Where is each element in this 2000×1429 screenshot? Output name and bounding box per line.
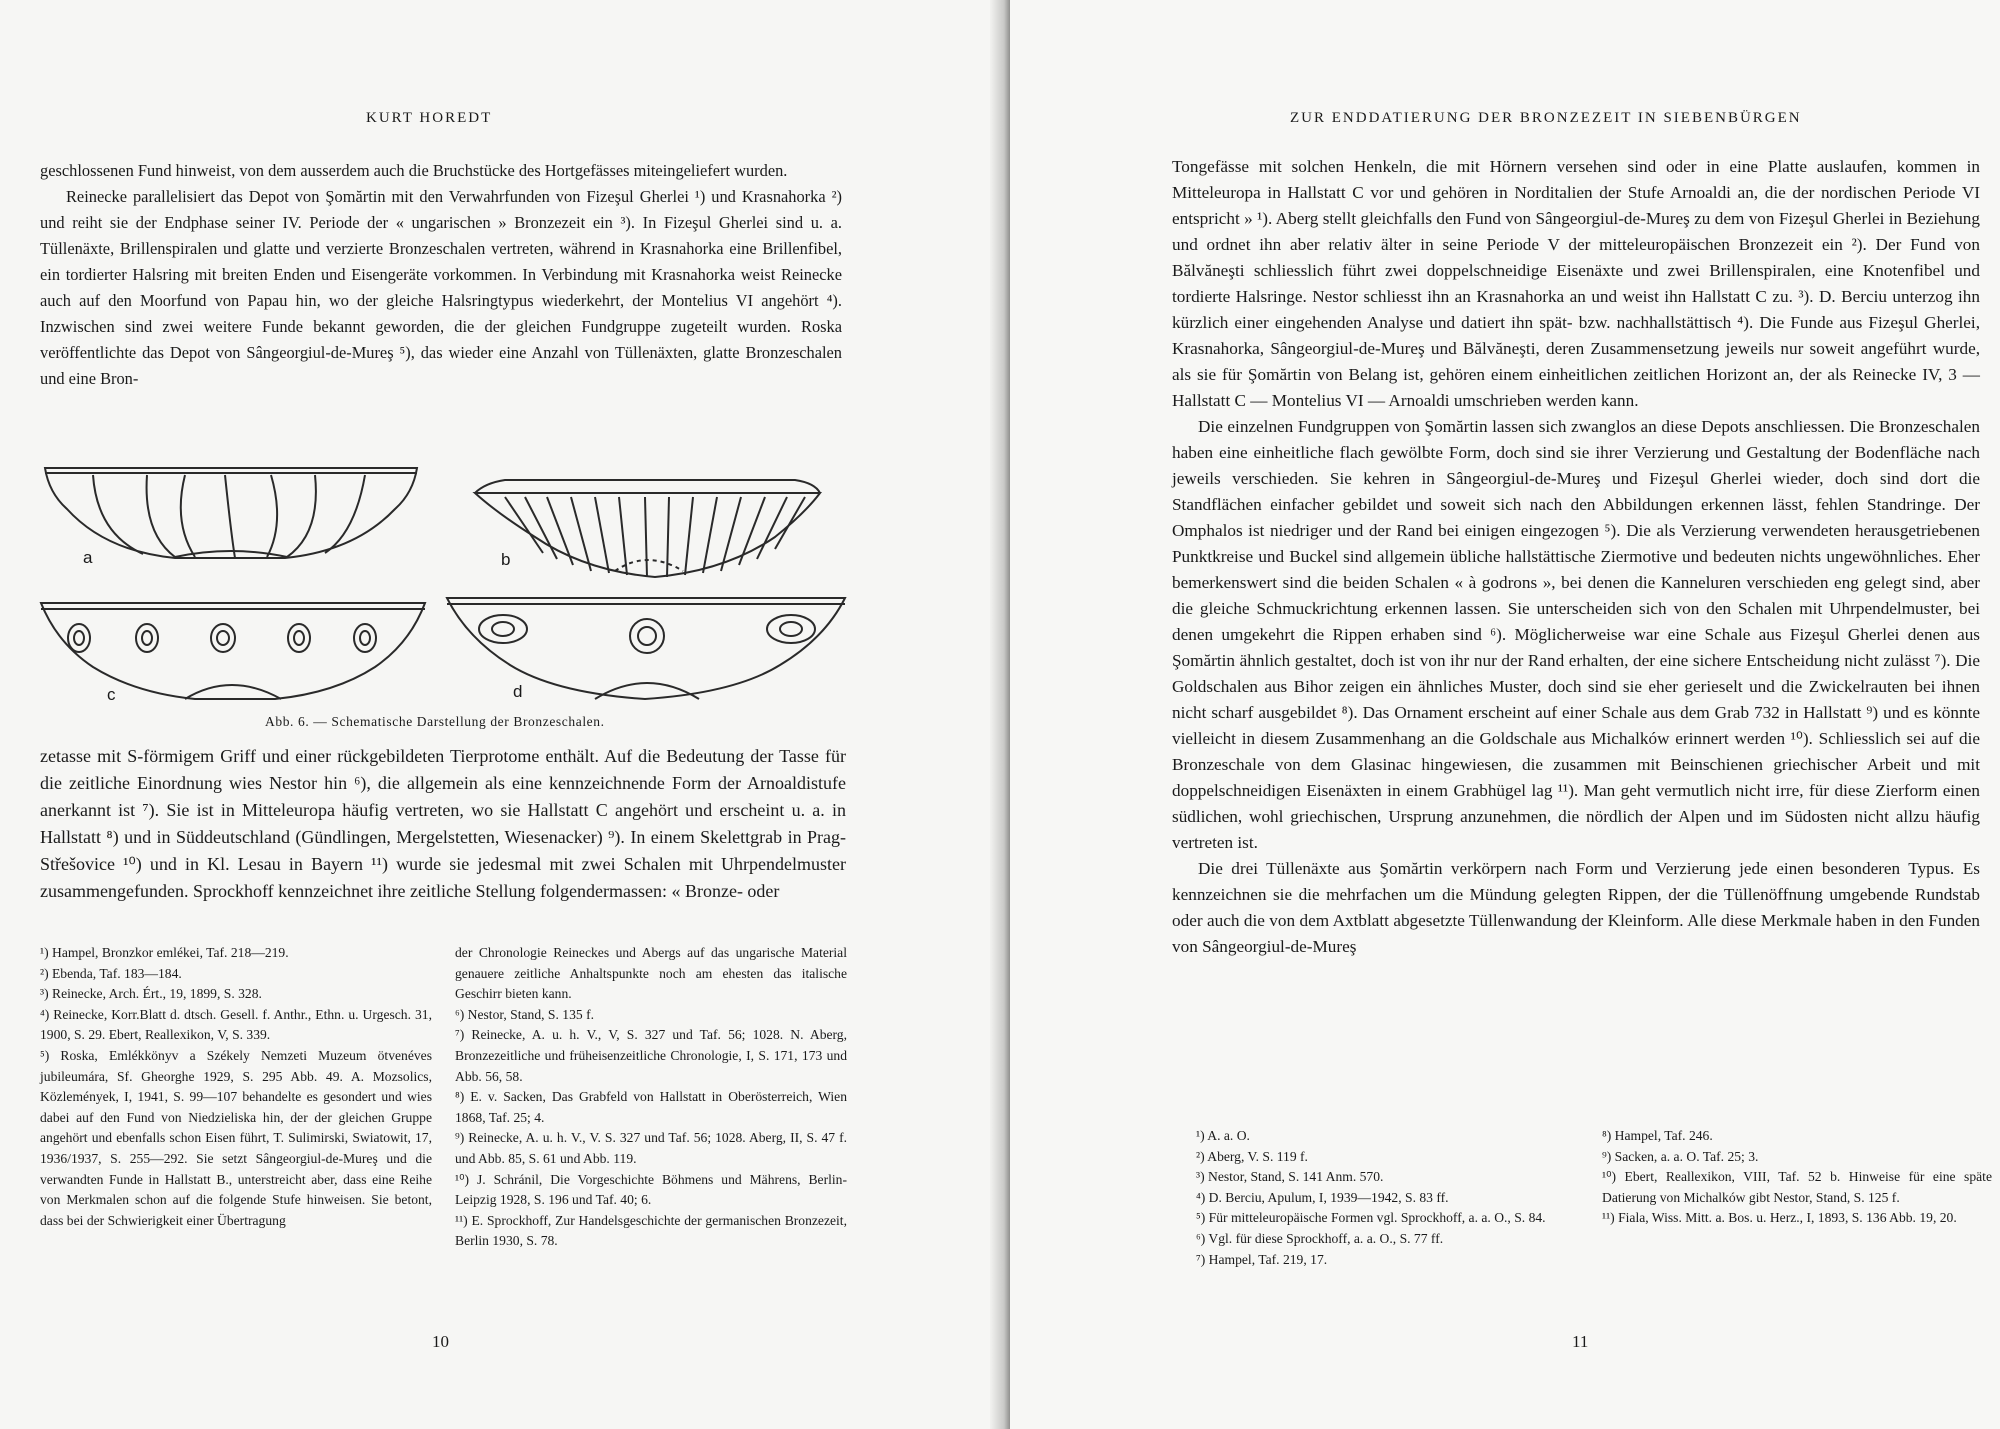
- footnote: ⁴) Reinecke, Korr.Blatt d. dtsch. Gesell. f. Anthr., Ethn. u. Urgesch. 31, 1900, S. 29. Ebert, Reallexikon, V, S. 339.: [40, 1006, 432, 1043]
- figure-label-b: b: [501, 550, 511, 569]
- footnote: ³) Nestor, Stand, S. 141 Anm. 570.: [1196, 1169, 1384, 1185]
- footnote: ⁶) Vgl. für diese Sprockhoff, a. a. O., S. 77 ff.: [1196, 1230, 1444, 1246]
- left-body-top: [40, 158, 842, 392]
- paragraph: Die einzelnen Fundgruppen von Şomărtin lassen sich zwanglos an diese Depots anschliessen. Die Bronzeschalen haben eine einheitliche flach gewölbte Form, doch sind sie ihrer Verzierung und Gestaltung der Bodenfläche nach jeweils verschieden. Sie kehren in Sângeorgiul-de-Mureş und Fizeşul Gherlei wieder, doch sind dort die Standflächen einfacher gebildet und soweit sich nach den Abbildungen erkennen lässt, fehlen Standringe. Der Omphalos ist niedriger und der Rand bei einigen eingezogen ⁵). Die als Verzierung verwendeten herausgetriebenen Punktkreise und Buckel sind allgemein übliche hallstättische Ziermotive und bedeuten nichts ungewöhnliches. Eher bemerkenswert sind die beiden Schalen « à godrons », bei denen die Kanneluren verschieden eng gelegt sind, aber die gleiche Schmuckrichtung erkennen lassen. Sie unterscheiden sich von den Schalen mit Uhrpendelmuster, bei denen umgekehrt die Rippen erhaben sind ⁶). Möglicherweise war eine Schale aus Fizeşul Gherlei denen aus Şomărtin ähnlich gestaltet, doch ist von ihr nur der Rand erhalten, der eine sichere Entscheidung nicht zulässt ⁷). Die Goldschalen aus Bihor zeigen ein ähnliches Muster, doch sind sie eher gerieselt und die Zwickelrauten bei ihnen nicht scharf ausgebildet ⁸). Das Ornament erscheint auf einer Schale aus dem Grab 732 in Hallstatt ⁹) und es könnte vielleicht in diesem Zusammenhang an die Goldschale aus Michalków erinnert werden ¹⁰). Schliesslich sei auf die Bronzeschale von dem Glasinac hingewiesen, die zusammen mit Beinschienen griechischer Arbeit und mit doppelschneidigen Eisenäxten in einem Grabhügel lag ¹¹). Man geht vermutlich nicht irre, für diese Zierform einen südlichen, wohl griechischen, Ursprung anzunehmen, die nördlich der Alpen und im Südosten nicht allzu häufig vertreten ist.: [1172, 417, 1980, 852]
- footnote: ²) Aberg, V. S. 119 f.: [1196, 1148, 1308, 1164]
- right-body: [1172, 154, 1980, 960]
- paragraph: geschlossenen Fund hinweist, von dem ausserdem auch die Bruchstücke des Hortgefässes miteingeliefert wurden.: [40, 161, 788, 180]
- bowl-drawing-d: [447, 598, 845, 699]
- right-page: [1010, 0, 2000, 1429]
- left-body-bottom: [40, 743, 846, 905]
- bowl-drawing-b: [475, 480, 820, 577]
- page-number-left: 10: [432, 1332, 449, 1351]
- paragraph: Tongefässe mit solchen Henkeln, die mit Hörnern versehen sind oder in eine Platte auslaufen, kommen in Mitteleuropa in Hallstatt C vor und gehören in Norditalien der Stufe Arnoaldi an, die der nordischen Periode VI entspricht » ¹). Aberg stellt gleichfalls den Fund von Sângeorgiul-de-Mureş zu dem von Fizeşul Gherlei in Beziehung und ordnet ihn aber relativ älter in seine Periode V der mitteleuropäischen Bronzezeit ein ²). Der Fund von Bălvăneşti schliesslich führt zwei doppelschneidige Eisenäxte und zwei Brillenspiralen, eine Knotenfibel und tordierte Halsringe. Nestor schliesst ihn an Krasnahorka an und weist ihn Hallstatt C zu. ³). D. Berciu unterzog ihn kürzlich einer eingehenden Analyse und datiert ihn spät- bzw. nachhallstättisch ⁴). Die Funde aus Fizeşul Gherlei, Krasnahorka, Sângeorgiul-de-Mureş und Bălvăneşti, deren Zusammensetzung jeweils nur soweit angeführt wurde, als sie für Şomărtin von Belang ist, gehören einem einheitlichen zeitlichen Horizont an, der als Reinecke IV, 3 — Hallstatt C — Montelius VI — Arnoaldi umschrieben werden kann.: [1172, 157, 1980, 410]
- footnote: ⁵) Für mitteleuropäische Formen vgl. Sprockhoff, a. a. O., S. 84.: [1196, 1210, 1546, 1226]
- figure-label-a: a: [83, 548, 93, 567]
- footnote: ⁸) Hampel, Taf. 246.: [1602, 1128, 1713, 1143]
- figure-bronze-bowls: [35, 453, 865, 739]
- bowl-drawing-a: [45, 468, 417, 558]
- figure-label-d: d: [513, 682, 523, 701]
- footnote: ¹¹) Fiala, Wiss. Mitt. a. Bos. u. Herz., I, 1893, S. 136 Abb. 19, 20.: [1602, 1210, 1957, 1226]
- figure-caption: Abb. 6. — Schematische Darstellung der Bronzeschalen.: [265, 714, 605, 729]
- footnotes-right-col2: [1602, 1126, 1992, 1229]
- footnote: ¹) Hampel, Bronzkor emlékei, Taf. 218—219.: [40, 945, 289, 960]
- footnote: ⁸) E. v. Sacken, Das Grabfeld von Hallstatt in Oberösterreich, Wien 1868, Taf. 25; 4.: [455, 1089, 847, 1125]
- figure-label-c: c: [107, 685, 116, 704]
- footnote: ²) Ebenda, Taf. 183—184.: [40, 965, 182, 981]
- running-head-right: ZUR ENDDATIERUNG DER BRONZEZEIT IN SIEBENBÜRGEN: [1290, 110, 1802, 126]
- footnotes-left-col2: [455, 943, 847, 1252]
- footnote: ⁷) Reinecke, A. u. h. V., V, S. 327 und Taf. 56; 1028. N. Aberg, Bronzezeitliche und früheisenzeitliche Chronologie, I, S. 171, 173 und Abb. 56, 58.: [455, 1027, 847, 1084]
- footnote: ¹⁰) J. Schránil, Die Vorgeschichte Böhmens und Mährens, Berlin-Leipzig 1928, S. 196 und Taf. 40; 6.: [455, 1171, 847, 1208]
- page-number-right: 11: [1572, 1332, 1589, 1351]
- bowl-drawing-c: [41, 603, 425, 699]
- footnote: ⁹) Sacken, a. a. O. Taf. 25; 3.: [1602, 1148, 1759, 1164]
- footnote: ³) Reinecke, Arch. Ért., 19, 1899, S. 328.: [40, 986, 262, 1002]
- footnotes-left-col1: [40, 943, 432, 1231]
- footnotes-right-col1: [1196, 1126, 1576, 1270]
- paragraph: zetasse mit S-förmigem Griff und einer rückgebildeten Tierprotome enthält. Auf die Bedeutung der Tasse für die zeitliche Einordnung wies Nestor hin ⁶), die allgemein als eine kennzeichnende Form der Arnoaldistufe anerkannt ist ⁷). Sie ist in Mitteleuropa häufig vertreten, wo sie Hallstatt C angehört und erscheint u. a. in Hallstatt ⁸) und in Süddeutschland (Gündlingen, Mergelstetten, Wiesenacker) ⁹). In einem Skelettgrab in Prag-Střešovice ¹⁰) und in Kl. Lesau in Bayern ¹¹) wurde sie jedesmal mit zwei Schalen mit Uhrpendelmuster zusammengefunden. Sprockhoff kennzeichnet ihre zeitliche Stellung folgendermassen: « Bronze- oder: [40, 746, 846, 901]
- footnote: ¹) A. a. O.: [1196, 1128, 1250, 1143]
- paragraph: Reinecke parallelisiert das Depot von Şomărtin mit den Verwahrfunden von Fizeşul Gherlei ¹) und Krasnahorka ²) und reiht sie der Endphase seiner IV. Periode der « ungarischen » Bronzezeit ein ³). In Fizeşul Gherlei sind u. a. Tüllenäxte, Brillenspiralen und glatte und verzierte Bronzeschalen vertreten, während in Krasnahorka eine Brillenfibel, ein tordierter Halsring mit breiten Enden und Eisengeräte vorkommen. In Verbindung mit Krasnahorka weist Reinecke auch auf den Moorfund von Papau hin, wo der gleiche Halsringtypus wiederkehrt, der Montelius VI angehört ⁴). Inzwischen sind zwei weitere Funde bekannt geworden, die der gleichen Fundgruppe zugeteilt wurden. Roska veröffentlichte das Depot von Sângeorgiul-de-Mureş ⁵), das wieder eine Anzahl von Tüllenäxten, glatte Bronzeschalen und eine Bron-: [40, 187, 842, 388]
- footnote: ⁴) D. Berciu, Apulum, I, 1939—1942, S. 83 ff.: [1196, 1189, 1449, 1205]
- footnote: ¹⁰) Ebert, Reallexikon, VIII, Taf. 52 b. Hinweise für eine späte Datierung von Michalków gibt Nestor, Stand, S. 125 f.: [1602, 1169, 1992, 1205]
- footnote: ⁹) Reinecke, A. u. h. V., V. S. 327 und Taf. 56; 1028. Aberg, II, S. 47 f. und Abb. 85, S. 61 und Abb. 119.: [455, 1130, 847, 1166]
- footnote: ¹¹) E. Sprockhoff, Zur Handelsgeschichte der germanischen Bronzezeit, Berlin 1930, S. 78.: [455, 1212, 847, 1249]
- footnote: der Chronologie Reineckes und Abergs auf das ungarische Material genauere zeitliche Anhaltspunkte noch am ehesten das italische Geschirr bieten kann.: [455, 945, 847, 1002]
- bowl-drawings: [35, 453, 865, 708]
- footnote: ⁷) Hampel, Taf. 219, 17.: [1196, 1251, 1328, 1267]
- footnote: ⁶) Nestor, Stand, S. 135 f.: [455, 1006, 594, 1022]
- paragraph: Die drei Tüllenäxte aus Şomărtin verkörpern nach Form und Verzierung jede einen besonderen Typus. Es kennzeichnen sie die mehrfachen um die Mündung gelegten Rippen, der die Tüllenöffnung umgebende Rundstab oder auch die von dem Axtblatt abgesetzte Tüllenwandung der Kleinform. Alle diese Merkmale haben in den Funden von Sângeorgiul-de-Mureş: [1172, 859, 1980, 956]
- running-head-left: KURT HOREDT: [366, 110, 493, 126]
- footnote: ⁵) Roska, Emlékkönyv a Székely Nemzeti Muzeum ötvenéves jubileumára, Sf. Gheorghe 1929, S. 295 Abb. 49. A. Mozsolics, Közlemények, I, 1941, S. 99—107 behandelte es gesondert und wies dabei auf den Fund von Niedzieliska hin, der der gleichen Gruppe angehört und ebenfalls schon Eisen führt, T. Sulimirski, Swiatowit, 17, 1936/1937, S. 255—292. Sie setzt Sângeorgiul-de-Mureş und die verwandten Funde in Hallstatt B., unterstreicht aber, dass eine Reihe von Merkmalen schon auf die folgende Stufe hinweisen. Sie betont, dass bei der Schwierigkeit einer Übertragung: [40, 1047, 432, 1228]
